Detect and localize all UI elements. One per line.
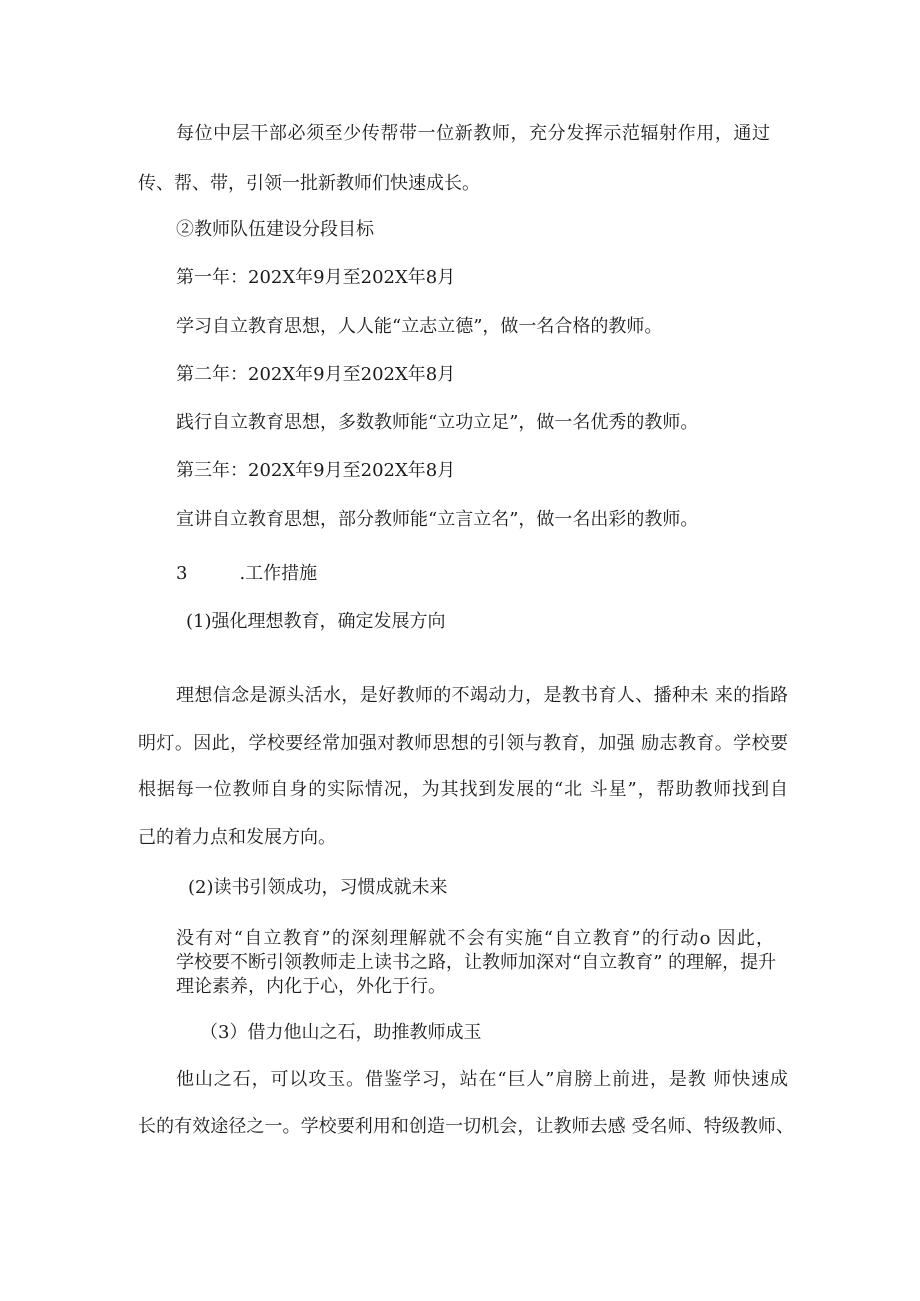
paragraph-line: 明灯。因此，学校要经常加强对教师思想的引领与教育，加强 励志教育。学校要 — [138, 733, 788, 754]
item-3-heading: （3）借力他山之石，助推教师成玉 — [200, 1022, 482, 1043]
item-1-heading: (1)强化理想教育，确定发展方向 — [186, 611, 446, 632]
paragraph-line: 学校要不断引领教师走上读书之路，让教师加深对“自立教育” 的理解，提升 — [176, 952, 777, 973]
section-3-number: 3 — [176, 563, 188, 584]
year2-text: 践行自立教育思想，多数教师能“立功立足”，做一名优秀的教师。 — [176, 412, 699, 433]
paragraph-line: 每位中层干部必须至少传帮带一位新教师，充分发挥示范辐射作用，通过 — [176, 123, 770, 144]
section-3-heading — [176, 562, 317, 586]
year1-label: 第一年：202X年9月至202X年8月 — [176, 267, 456, 288]
paragraph-line: 根据每一位教师自身的实际情况，为其找到发展的“北 斗星”，帮助教师找到自 — [138, 779, 788, 800]
section-heading-goals: ②教师队伍建设分段目标 — [176, 219, 374, 240]
paragraph-line: 长的有效途径之一。学校要利用和创造一切机会，让教师去感 受名师、特级教师、 — [138, 1116, 794, 1137]
year1-text: 学习自立教育思想，人人能“立志立德”，做一名合格的教师。 — [176, 316, 663, 337]
paragraph-line: 理想信念是源头活水，是好教师的不竭动力，是教书育人、播种未 来的指路 — [176, 685, 788, 706]
paragraph-line: 己的着力点和发展方向。 — [138, 827, 336, 848]
item-2-heading: (2)读书引领成功，习惯成就未来 — [188, 877, 448, 898]
paragraph-line: 他山之石，可以攻玉。借鉴学习，站在“巨人”肩膀上前进，是教 师快速成 — [176, 1069, 788, 1090]
paragraph-line: 传、帮、带，引领一批新教师们快速成长。 — [138, 173, 480, 194]
section-3-title: .工作措施 — [239, 563, 318, 584]
year3-text: 宣讲自立教育思想，部分教师能“立言立名”，做一名出彩的教师。 — [176, 509, 699, 530]
year3-label: 第三年：202X年9月至202X年8月 — [176, 460, 456, 481]
paragraph-line: 没有对“自立教育”的深刻理解就不会有实施“自立教育”的行动o 因此， — [176, 928, 774, 949]
year2-label: 第二年：202X年9月至202X年8月 — [176, 364, 456, 385]
paragraph-line: 理论素养，内化于心，外化于行。 — [176, 976, 446, 997]
